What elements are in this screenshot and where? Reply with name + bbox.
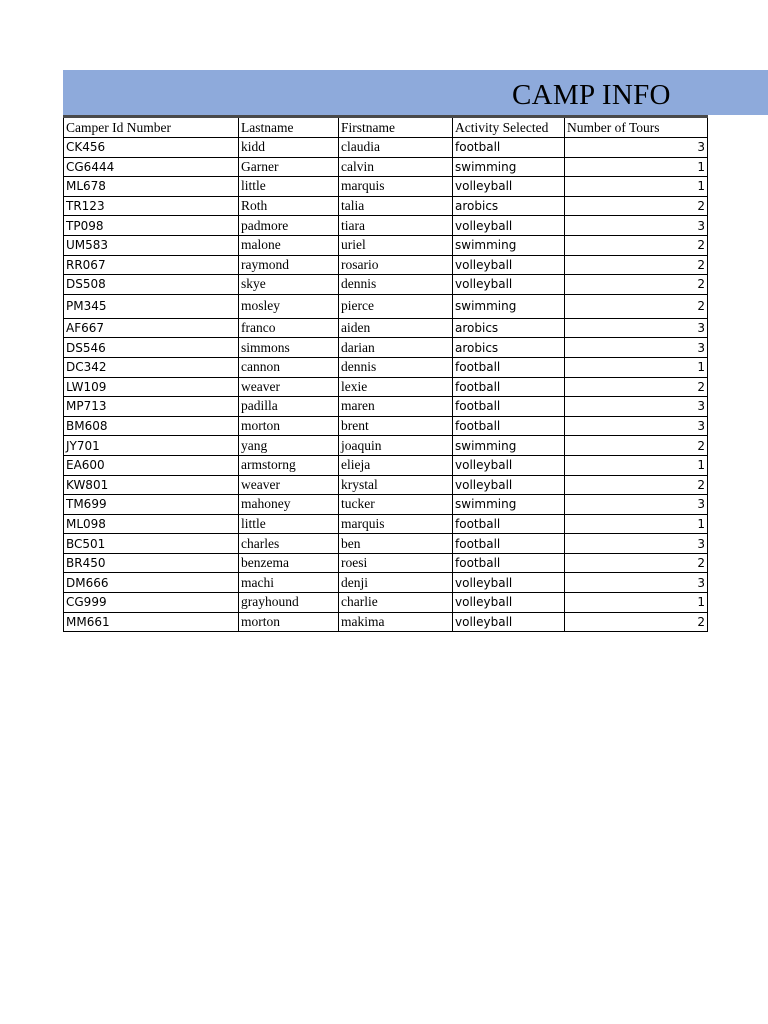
- cell-lastname[interactable]: weaver: [239, 377, 339, 397]
- cell-firstname[interactable]: dennis: [339, 275, 453, 295]
- cell-number-of-tours[interactable]: 2: [565, 294, 708, 318]
- cell-camper-id[interactable]: BR450: [64, 553, 239, 573]
- cell-activity[interactable]: swimming: [453, 235, 565, 255]
- cell-activity[interactable]: swimming: [453, 495, 565, 515]
- cell-firstname[interactable]: maren: [339, 397, 453, 417]
- cell-firstname[interactable]: claudia: [339, 138, 453, 158]
- cell-number-of-tours[interactable]: 2: [565, 275, 708, 295]
- table-row: [64, 138, 708, 158]
- cell-lastname[interactable]: little: [239, 514, 339, 534]
- cell-number-of-tours[interactable]: 1: [565, 593, 708, 613]
- cell-number-of-tours[interactable]: 3: [565, 318, 708, 338]
- table-row: [64, 235, 708, 255]
- table-row: [64, 612, 708, 632]
- cell-lastname[interactable]: cannon: [239, 357, 339, 377]
- cell-activity[interactable]: volleyball: [453, 573, 565, 593]
- cell-activity[interactable]: swimming: [453, 157, 565, 177]
- table-row: [64, 514, 708, 534]
- cell-lastname[interactable]: mahoney: [239, 495, 339, 515]
- cell-activity[interactable]: football: [453, 397, 565, 417]
- header-camper-id[interactable]: Camper Id Number: [64, 117, 239, 138]
- cell-camper-id[interactable]: DS508: [64, 275, 239, 295]
- cell-number-of-tours[interactable]: 1: [565, 455, 708, 475]
- header-number-of-tours[interactable]: Number of Tours: [565, 117, 708, 138]
- cell-activity[interactable]: arobics: [453, 338, 565, 358]
- cell-activity[interactable]: football: [453, 514, 565, 534]
- cell-firstname[interactable]: joaquin: [339, 436, 453, 456]
- cell-number-of-tours[interactable]: 3: [565, 573, 708, 593]
- cell-number-of-tours[interactable]: 2: [565, 255, 708, 275]
- cell-lastname[interactable]: malone: [239, 235, 339, 255]
- cell-camper-id[interactable]: EA600: [64, 455, 239, 475]
- cell-camper-id[interactable]: PM345: [64, 294, 239, 318]
- table-row: [64, 397, 708, 417]
- table-row: [64, 196, 708, 216]
- cell-lastname[interactable]: little: [239, 177, 339, 197]
- cell-number-of-tours[interactable]: 2: [565, 235, 708, 255]
- cell-activity[interactable]: volleyball: [453, 275, 565, 295]
- cell-firstname[interactable]: tiara: [339, 216, 453, 236]
- cell-number-of-tours[interactable]: 2: [565, 196, 708, 216]
- table-row: [64, 455, 708, 475]
- cell-camper-id[interactable]: CG6444: [64, 157, 239, 177]
- cell-lastname[interactable]: grayhound: [239, 593, 339, 613]
- header-lastname[interactable]: Lastname: [239, 117, 339, 138]
- cell-lastname[interactable]: machi: [239, 573, 339, 593]
- cell-number-of-tours[interactable]: 2: [565, 377, 708, 397]
- cell-lastname[interactable]: armstorng: [239, 455, 339, 475]
- title-band: [63, 70, 768, 115]
- cell-number-of-tours[interactable]: 1: [565, 177, 708, 197]
- cell-camper-id[interactable]: ML098: [64, 514, 239, 534]
- cell-camper-id[interactable]: TP098: [64, 216, 239, 236]
- table-row: [64, 495, 708, 515]
- cell-camper-id[interactable]: DS546: [64, 338, 239, 358]
- cell-number-of-tours[interactable]: 2: [565, 436, 708, 456]
- cell-camper-id[interactable]: MM661: [64, 612, 239, 632]
- table-body: [64, 138, 708, 632]
- table-row: [64, 593, 708, 613]
- cell-activity[interactable]: volleyball: [453, 475, 565, 495]
- cell-lastname[interactable]: morton: [239, 416, 339, 436]
- cell-camper-id[interactable]: CG999: [64, 593, 239, 613]
- cell-camper-id[interactable]: UM583: [64, 235, 239, 255]
- cell-firstname[interactable]: lexie: [339, 377, 453, 397]
- table-row: [64, 436, 708, 456]
- cell-activity[interactable]: football: [453, 416, 565, 436]
- cell-firstname[interactable]: uriel: [339, 235, 453, 255]
- cell-firstname[interactable]: tucker: [339, 495, 453, 515]
- cell-camper-id[interactable]: KW801: [64, 475, 239, 495]
- cell-activity[interactable]: volleyball: [453, 612, 565, 632]
- header-firstname[interactable]: Firstname: [339, 117, 453, 138]
- cell-lastname[interactable]: charles: [239, 534, 339, 554]
- cell-activity[interactable]: volleyball: [453, 593, 565, 613]
- cell-camper-id[interactable]: DM666: [64, 573, 239, 593]
- cell-camper-id[interactable]: BM608: [64, 416, 239, 436]
- cell-firstname[interactable]: denji: [339, 573, 453, 593]
- cell-firstname[interactable]: brent: [339, 416, 453, 436]
- table-row: [64, 475, 708, 495]
- header-row: [64, 117, 708, 138]
- cell-lastname[interactable]: kidd: [239, 138, 339, 158]
- cell-lastname[interactable]: benzema: [239, 553, 339, 573]
- table-row: [64, 553, 708, 573]
- cell-firstname[interactable]: dennis: [339, 357, 453, 377]
- cell-lastname[interactable]: simmons: [239, 338, 339, 358]
- cell-number-of-tours[interactable]: 3: [565, 534, 708, 554]
- cell-firstname[interactable]: talia: [339, 196, 453, 216]
- table-row: [64, 177, 708, 197]
- cell-number-of-tours[interactable]: 2: [565, 612, 708, 632]
- cell-lastname[interactable]: mosley: [239, 294, 339, 318]
- cell-activity[interactable]: volleyball: [453, 177, 565, 197]
- table-row: [64, 377, 708, 397]
- table-row: [64, 275, 708, 295]
- cell-camper-id[interactable]: RR067: [64, 255, 239, 275]
- cell-firstname[interactable]: calvin: [339, 157, 453, 177]
- cell-lastname[interactable]: Garner: [239, 157, 339, 177]
- table-row: [64, 216, 708, 236]
- cell-firstname[interactable]: elieja: [339, 455, 453, 475]
- cell-lastname[interactable]: Roth: [239, 196, 339, 216]
- cell-firstname[interactable]: rosario: [339, 255, 453, 275]
- table-row: [64, 357, 708, 377]
- cell-camper-id[interactable]: MP713: [64, 397, 239, 417]
- cell-camper-id[interactable]: BC501: [64, 534, 239, 554]
- cell-firstname[interactable]: krystal: [339, 475, 453, 495]
- cell-number-of-tours[interactable]: 3: [565, 495, 708, 515]
- cell-activity[interactable]: football: [453, 357, 565, 377]
- cell-number-of-tours[interactable]: 3: [565, 397, 708, 417]
- cell-number-of-tours[interactable]: 1: [565, 157, 708, 177]
- cell-firstname[interactable]: aiden: [339, 318, 453, 338]
- table-row: [64, 573, 708, 593]
- cell-camper-id[interactable]: JY701: [64, 436, 239, 456]
- cell-firstname[interactable]: pierce: [339, 294, 453, 318]
- header-activity[interactable]: Activity Selected: [453, 117, 565, 138]
- cell-activity[interactable]: volleyball: [453, 216, 565, 236]
- table-row: [64, 416, 708, 436]
- cell-number-of-tours[interactable]: 3: [565, 338, 708, 358]
- cell-camper-id[interactable]: ML678: [64, 177, 239, 197]
- cell-number-of-tours[interactable]: 2: [565, 553, 708, 573]
- cell-firstname[interactable]: marquis: [339, 177, 453, 197]
- cell-lastname[interactable]: skye: [239, 275, 339, 295]
- camp-table-container: [63, 115, 705, 632]
- cell-lastname[interactable]: yang: [239, 436, 339, 456]
- cell-lastname[interactable]: padmore: [239, 216, 339, 236]
- cell-activity[interactable]: volleyball: [453, 255, 565, 275]
- cell-lastname[interactable]: padilla: [239, 397, 339, 417]
- cell-activity[interactable]: football: [453, 377, 565, 397]
- cell-activity[interactable]: football: [453, 534, 565, 554]
- table-row: [64, 255, 708, 275]
- table-row: [64, 338, 708, 358]
- cell-camper-id[interactable]: TM699: [64, 495, 239, 515]
- cell-activity[interactable]: arobics: [453, 318, 565, 338]
- cell-lastname[interactable]: franco: [239, 318, 339, 338]
- cell-number-of-tours[interactable]: 1: [565, 357, 708, 377]
- cell-camper-id[interactable]: LW109: [64, 377, 239, 397]
- cell-firstname[interactable]: charlie: [339, 593, 453, 613]
- cell-activity[interactable]: swimming: [453, 294, 565, 318]
- cell-firstname[interactable]: marquis: [339, 514, 453, 534]
- cell-camper-id[interactable]: CK456: [64, 138, 239, 158]
- sheet-title: CAMP INFO: [512, 79, 671, 111]
- cell-lastname[interactable]: raymond: [239, 255, 339, 275]
- cell-camper-id[interactable]: DC342: [64, 357, 239, 377]
- table-row: [64, 157, 708, 177]
- cell-number-of-tours[interactable]: 3: [565, 138, 708, 158]
- cell-activity[interactable]: arobics: [453, 196, 565, 216]
- cell-firstname[interactable]: makima: [339, 612, 453, 632]
- table-row: [64, 534, 708, 554]
- cell-camper-id[interactable]: TR123: [64, 196, 239, 216]
- cell-camper-id[interactable]: AF667: [64, 318, 239, 338]
- cell-number-of-tours[interactable]: 2: [565, 475, 708, 495]
- cell-activity[interactable]: football: [453, 138, 565, 158]
- cell-firstname[interactable]: ben: [339, 534, 453, 554]
- table-row: [64, 294, 708, 318]
- cell-lastname[interactable]: weaver: [239, 475, 339, 495]
- cell-activity[interactable]: swimming: [453, 436, 565, 456]
- table-row: [64, 318, 708, 338]
- camp-table: [63, 115, 708, 632]
- cell-firstname[interactable]: darian: [339, 338, 453, 358]
- cell-number-of-tours[interactable]: 1: [565, 514, 708, 534]
- cell-activity[interactable]: volleyball: [453, 455, 565, 475]
- cell-firstname[interactable]: roesi: [339, 553, 453, 573]
- cell-lastname[interactable]: morton: [239, 612, 339, 632]
- cell-activity[interactable]: football: [453, 553, 565, 573]
- cell-number-of-tours[interactable]: 3: [565, 216, 708, 236]
- cell-number-of-tours[interactable]: 3: [565, 416, 708, 436]
